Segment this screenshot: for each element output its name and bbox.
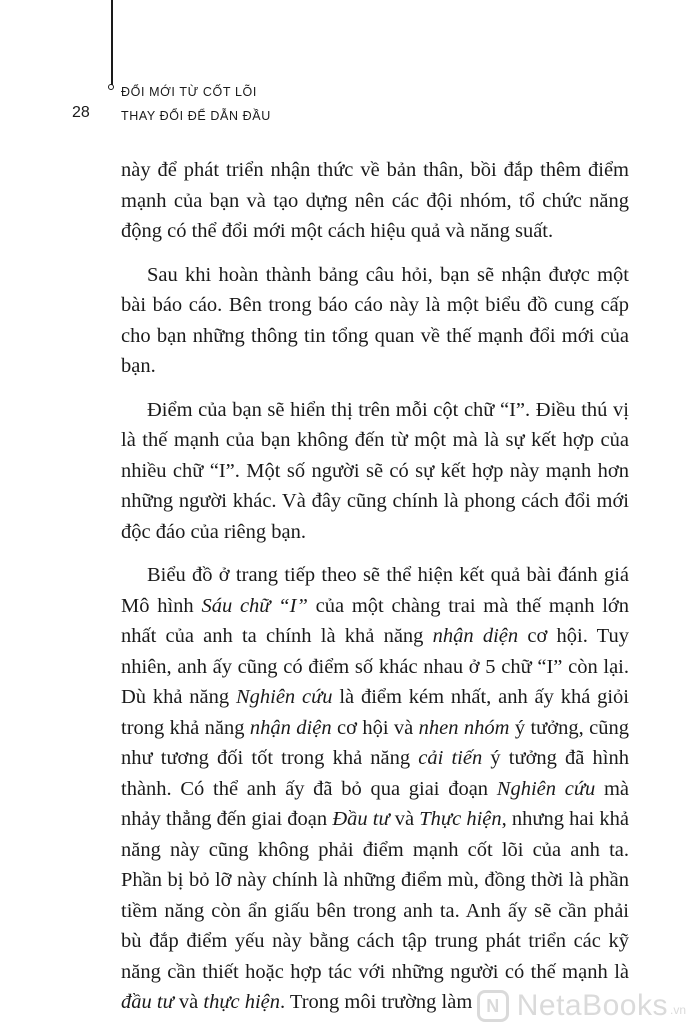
text-run: mà nhảy thẳng đến giai đoạn — [121, 777, 630, 830]
page-number: 28 — [72, 104, 90, 121]
italic-run: nhận diện — [432, 625, 519, 647]
text-run: , nhưng hai khả năng này cũng không phải điểm mạnh cốt lõi của anh ta. Phần bị bỏ lỡ này chính là những điểm mù, đồng thời là phần tiềm năng còn ẩn giấu bên trong anh ta. Anh ấy sẽ cần phải bù đắp điểm yếu này bằng cách tập trung phát triển các kỹ năng cần thiết hoặc hợp tác với những người có thế mạnh là — [121, 808, 629, 983]
header-rule-dot — [108, 84, 114, 90]
text-run: cơ hội. Tuy nhiên, anh ấy cũng có điểm số khác nhau ở 5 chữ “I” còn lại. Dù khả năng — [121, 625, 629, 708]
text-run: và — [173, 991, 204, 1013]
text-run: ý tưởng, cũng như tương đối tốt trong khả năng — [121, 716, 629, 769]
italic-run: nhận diện — [249, 716, 332, 739]
italic-run: nhen nhóm — [418, 716, 510, 739]
text-run: là điểm kém nhất, anh ấy khá giỏi trong khả năng — [121, 686, 629, 739]
text-run: của một chàng trai mà thế mạnh lớn nhất của anh ta chính là khả năng — [121, 594, 629, 647]
italic-run: Thực hiện — [419, 808, 502, 830]
italic-run: thực hiện — [203, 991, 281, 1013]
watermark-text: NetaBooks — [516, 989, 668, 1022]
italic-run: Nghiên cứu — [235, 686, 333, 708]
text-run: cơ hội và — [331, 716, 419, 739]
running-header-line1: ĐỔI MỚI TỪ CỐT LÕI — [121, 85, 257, 99]
text-run: ý tưởng đã hình thành. Có thể anh ấy đã bỏ qua giai đoạn — [121, 747, 629, 800]
text-run: Biểu đồ ở trang tiếp theo sẽ thể hiện kết quả bài đánh giá Mô hình — [121, 564, 629, 617]
watermark — [477, 989, 686, 1023]
paragraph — [121, 395, 629, 548]
italic-run: Nghiên cứu — [496, 777, 596, 800]
watermark-logo-icon: N — [477, 990, 509, 1022]
text-run: . Trong môi trường làm — [280, 991, 473, 1013]
paragraph — [121, 260, 629, 382]
text-run: Sau khi hoàn thành bảng câu hỏi, bạn sẽ nhận được một bài báo cáo. Bên trong báo cáo này là một biểu đồ cung cấp cho bạn những thông tin tổng quan về thế mạnh đổi mới của bạn. — [121, 263, 629, 377]
italic-run: Sáu chữ “I” — [201, 594, 308, 617]
paragraph — [121, 155, 629, 247]
italic-run: Đầu tư — [332, 808, 390, 830]
italic-run: đầu tư — [121, 991, 174, 1013]
paragraph — [121, 560, 629, 1018]
text-run: Điểm của bạn sẽ hiển thị trên mỗi cột chữ “I”. Điều thú vị là thế mạnh của bạn không đến từ một mà là sự kết hợp của nhiều chữ “I”. Một số người sẽ có sự kết hợp này mạnh hơn những người khác. Và đây cũng chính là phong cách đổi mới độc đáo của riêng bạn. — [121, 398, 629, 543]
running-header — [121, 80, 271, 128]
body-text — [121, 155, 629, 1031]
header-vertical-rule — [111, 0, 113, 86]
italic-run: cải tiến — [418, 747, 483, 769]
text-run: và — [389, 808, 420, 830]
text-run: này để phát triển nhận thức về bản thân, bồi đắp thêm điểm mạnh của bạn và tạo dựng nên các đội nhóm, tổ chức năng động có thể đổi mới một cách hiệu quả và năng suất. — [121, 159, 629, 242]
running-header-line2: THAY ĐỔI ĐỂ DẪN ĐẦU — [121, 109, 271, 123]
watermark-suffix: .vn — [669, 1003, 686, 1017]
